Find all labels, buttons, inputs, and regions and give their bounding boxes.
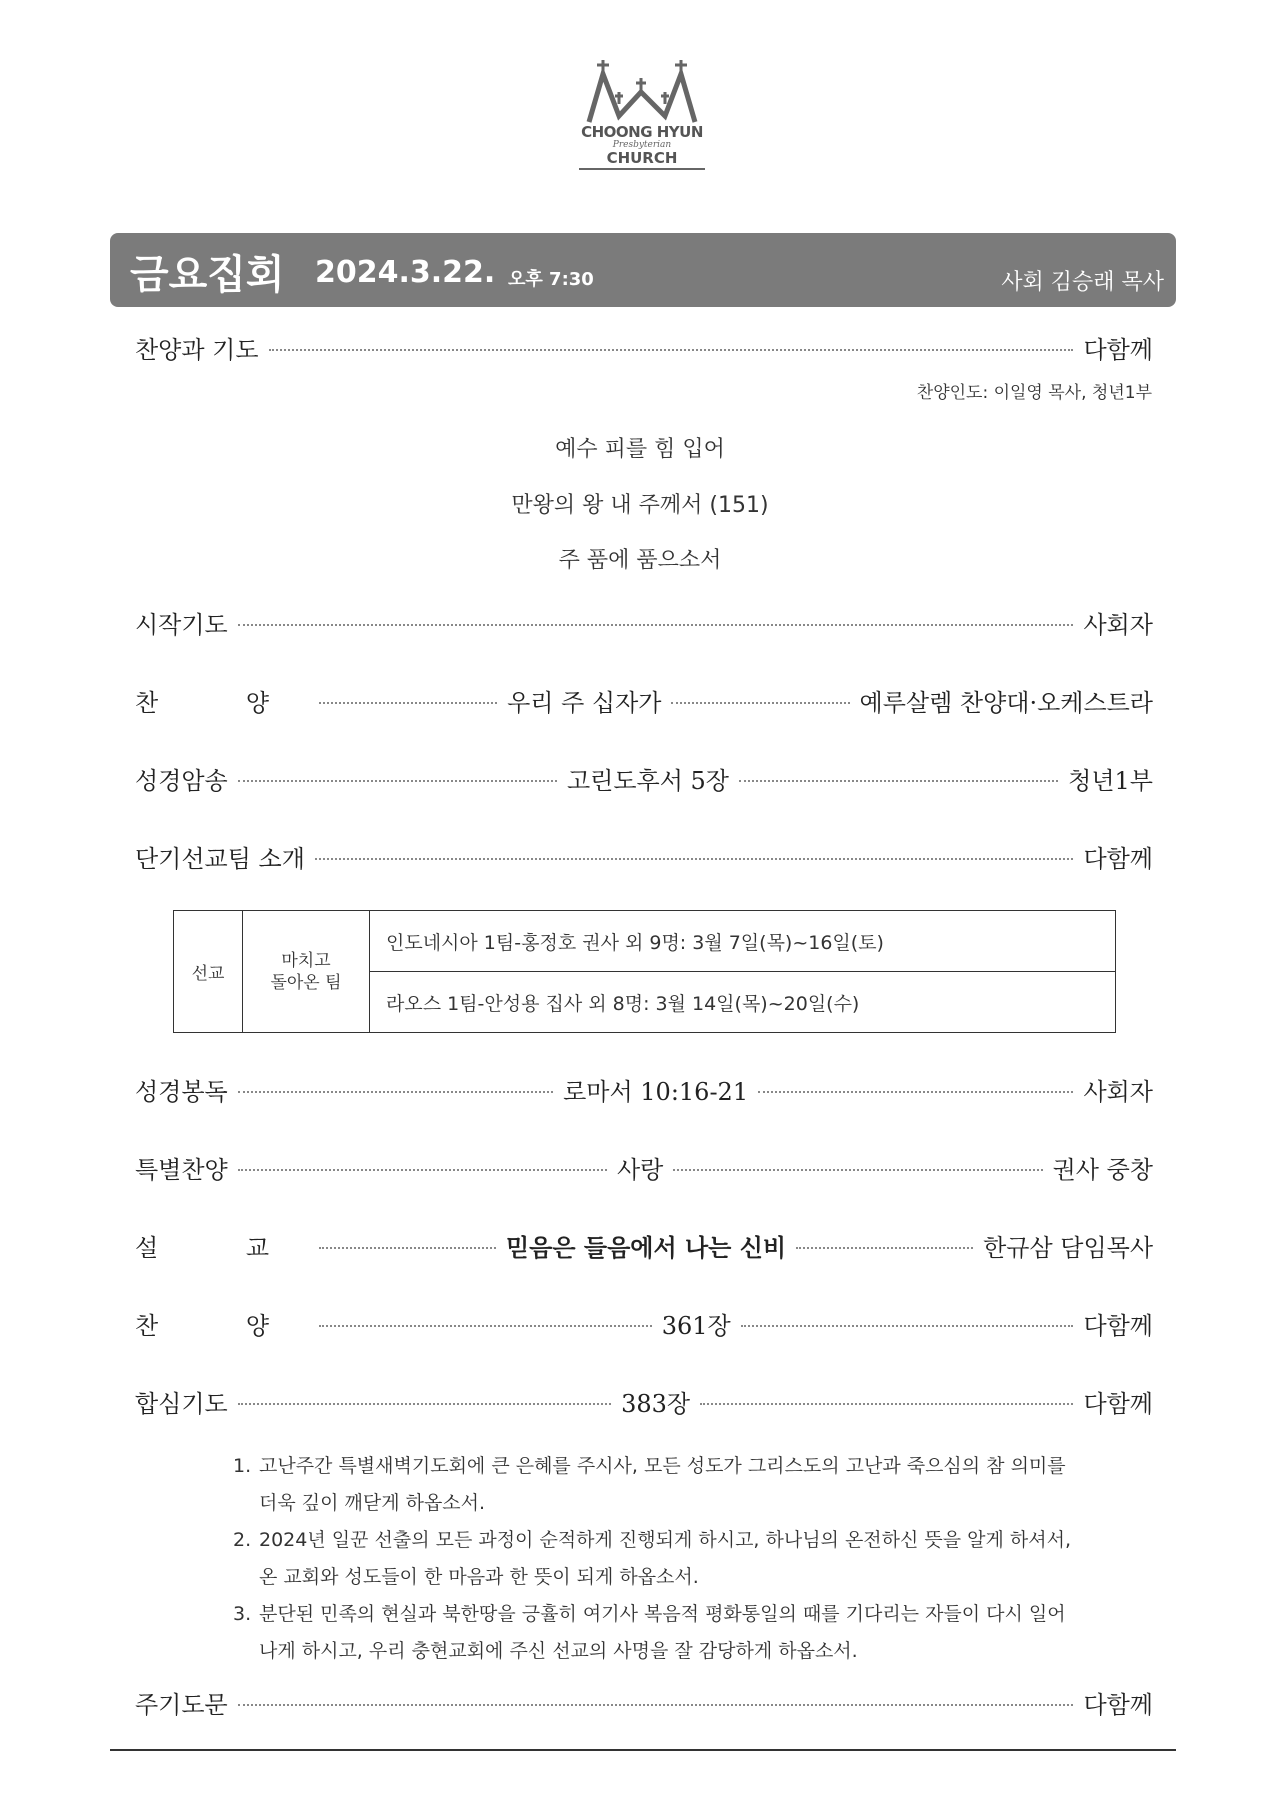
dot-leader <box>238 1169 607 1171</box>
order-item: 우리 주 십자가 <box>507 688 662 717</box>
dot-leader <box>741 1325 1074 1327</box>
dot-leader <box>319 1247 496 1249</box>
order-leader: 다함께 <box>1083 844 1153 873</box>
dot-leader <box>238 624 1074 626</box>
order-label: 찬양과 기도 <box>135 335 259 364</box>
song-title: 주 품에 품으소서 <box>558 548 722 573</box>
logo-text-line2: Presbyterian <box>612 140 672 150</box>
order-leader: 다함께 <box>1083 1311 1153 1340</box>
dot-leader <box>673 1169 1042 1171</box>
prayer-text: 2024년 일꾼 선출의 모든 과정이 순적하게 진행되게 하시고, 하나님의 온전하신 뜻을 알게 하셔서, 온 교회와 성도들이 한 마음과 한 뜻이 되게 하옵소서. <box>259 1529 1072 1588</box>
order-label: 합심기도 <box>135 1389 228 1418</box>
order-leader: 예루살렘 찬양대·오케스트라 <box>859 688 1153 717</box>
order-label: 시작기도 <box>135 610 228 639</box>
prayer-list <box>233 1448 1083 1670</box>
order-label: 찬 양 <box>135 1311 309 1340</box>
order-leader: 청년1부 <box>1068 766 1153 795</box>
logo-underline <box>579 168 705 170</box>
dot-leader <box>671 702 849 704</box>
order-row <box>135 682 1153 718</box>
praise-leader-note: 찬양인도: 이일영 목사, 청년1부 <box>916 383 1152 403</box>
dot-leader <box>238 780 557 782</box>
song-title: 예수 피를 힘 입어 <box>555 437 725 462</box>
mission-team: 인도네시아 1팀-홍정호 권사 외 9명: 3월 7일(목)~16일(토) <box>370 911 1116 972</box>
order-row <box>135 1227 1153 1263</box>
prayer-text: 고난주간 특별새벽기도회에 큰 은혜를 주시사, 모든 성도가 그리스도의 고난과 죽으심의 참 의미를 더욱 깊이 깨닫게 하옵소서. <box>259 1455 1066 1514</box>
order-row <box>135 1305 1153 1341</box>
order-row <box>135 1684 1153 1720</box>
service-date: 2024.3.22. <box>315 255 496 290</box>
order-item: 383장 <box>621 1389 691 1418</box>
order-leader: 한규삼 담임목사 <box>983 1233 1154 1262</box>
logo-text-line3: CHURCH <box>606 149 678 167</box>
dot-leader <box>796 1247 973 1249</box>
prayer-number: 3. <box>233 1603 252 1625</box>
order-label: 성경봉독 <box>135 1077 228 1106</box>
order-item: 361장 <box>661 1311 731 1340</box>
order-item: 로마서 10:16-21 <box>563 1077 749 1106</box>
church-cross-icon <box>581 58 703 124</box>
song-title: 만왕의 왕 내 주께서 (151) <box>511 493 769 518</box>
sermon-title: 믿음은 들음에서 나는 신비 <box>506 1232 787 1262</box>
order-row <box>135 760 1153 796</box>
bottom-divider <box>110 1749 1176 1751</box>
order-label: 찬 양 <box>135 688 309 717</box>
dot-leader <box>238 1091 553 1093</box>
table-row <box>174 911 1116 972</box>
dot-leader <box>238 1704 1074 1706</box>
dot-leader <box>739 780 1058 782</box>
order-row <box>135 604 1153 640</box>
order-row <box>135 1071 1153 1107</box>
dot-leader <box>700 1403 1073 1405</box>
prayer-number: 2. <box>233 1529 252 1551</box>
prayer-text: 분단된 민족의 현실과 북한땅을 긍휼히 여기사 복음적 평화통일의 때를 기다리는 자들이 다시 일어나게 하시고, 우리 충현교회에 주신 선교의 사명을 잘 감당하게 하옵소서. <box>259 1603 1066 1662</box>
order-item: 사랑 <box>617 1155 664 1184</box>
order-leader: 사회자 <box>1083 610 1153 639</box>
order-label: 설 교 <box>135 1233 309 1262</box>
dot-leader <box>269 349 1074 351</box>
dot-leader <box>315 858 1074 860</box>
mission-subcategory <box>243 911 370 1033</box>
list-item <box>233 1448 1083 1522</box>
order-row <box>135 1149 1153 1185</box>
order-label: 성경암송 <box>135 766 228 795</box>
dot-leader <box>319 702 497 704</box>
order-label: 특별찬양 <box>135 1155 228 1184</box>
service-host: 사회 김승래 목사 <box>1001 270 1164 295</box>
dot-leader <box>319 1325 652 1327</box>
dot-leader <box>758 1091 1073 1093</box>
order-leader: 다함께 <box>1083 1690 1153 1719</box>
list-item <box>233 1596 1083 1670</box>
prayer-number: 1. <box>233 1455 252 1477</box>
order-label: 단기선교팀 소개 <box>135 844 305 873</box>
mission-category: 선교 <box>174 911 243 1033</box>
order-leader: 다함께 <box>1083 335 1153 364</box>
service-title: 금요집회 <box>130 252 285 298</box>
logo-text-line1: CHOONG HYUN <box>581 123 703 141</box>
list-item <box>233 1522 1083 1596</box>
mission-team: 라오스 1팀-안성용 집사 외 8명: 3월 14일(목)~20일(수) <box>370 972 1116 1033</box>
order-leader: 권사 중창 <box>1052 1155 1153 1184</box>
service-time: 오후 7:30 <box>508 269 594 290</box>
mission-subcategory-text: 마치고 돌아온 팀 <box>270 950 342 993</box>
mission-team-table <box>173 910 1116 1033</box>
order-leader: 다함께 <box>1083 1389 1153 1418</box>
order-item: 고린도후서 5장 <box>566 766 729 795</box>
order-row <box>135 329 1153 365</box>
church-logo <box>576 58 708 186</box>
order-row <box>135 838 1153 874</box>
order-leader: 사회자 <box>1083 1077 1153 1106</box>
service-banner <box>110 233 1176 307</box>
order-label: 주기도문 <box>135 1690 228 1719</box>
dot-leader <box>238 1403 611 1405</box>
order-row <box>135 1383 1153 1419</box>
